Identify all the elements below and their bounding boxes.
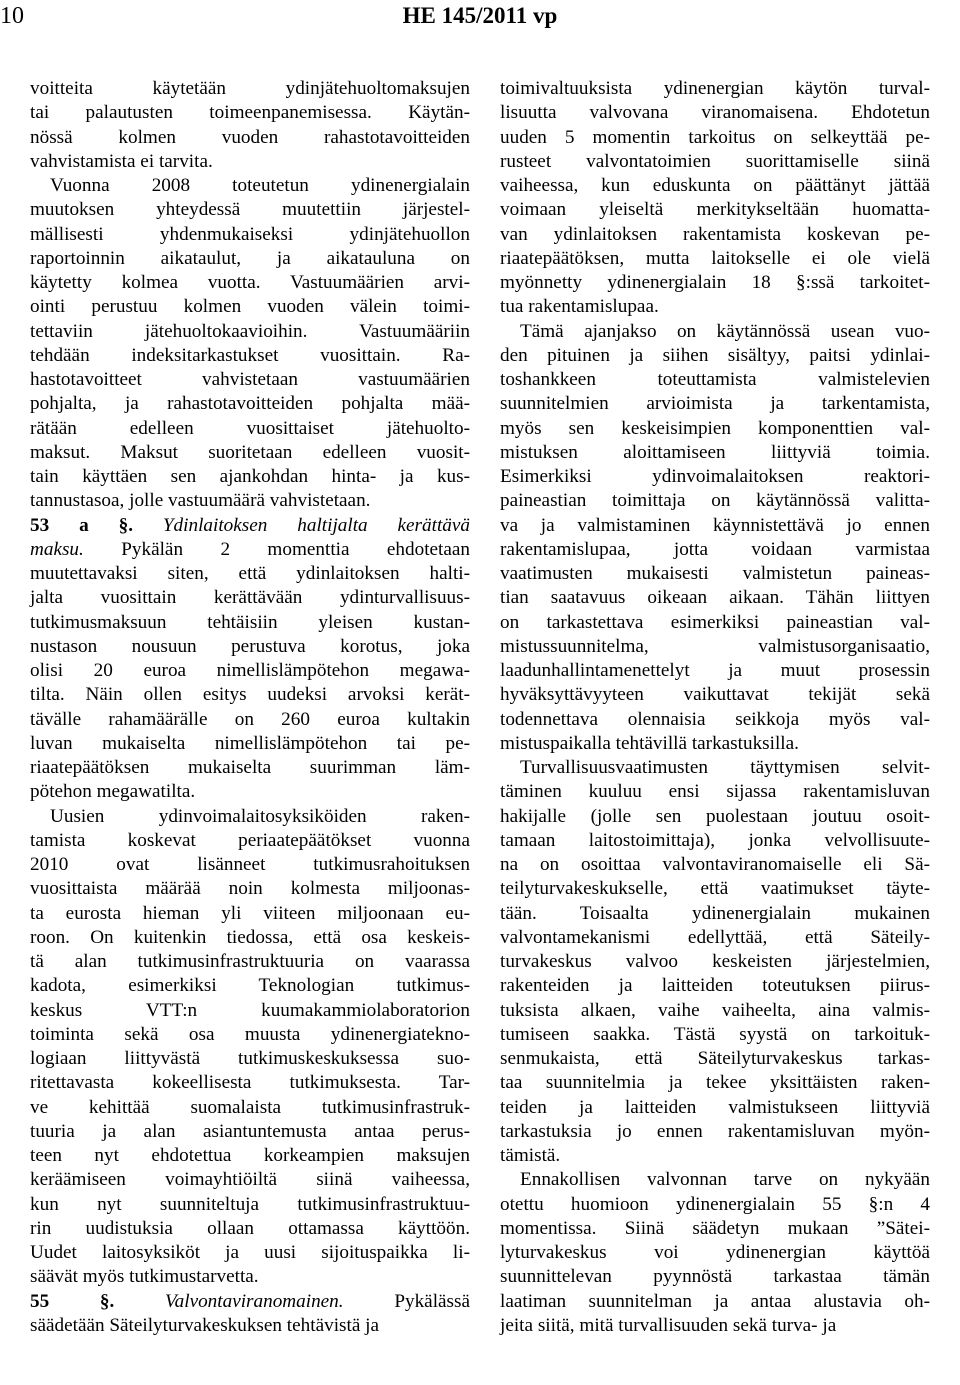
text-line: jeita siitä, mitä turvallisuuden sekä turva- ja xyxy=(500,1314,837,1336)
text-line: Turvallisuusvaatimusten täyttymisen selvit- xyxy=(520,757,930,778)
text-line: kun nyt suunniteltuja tutkimusinfrastruktuu- xyxy=(30,1193,470,1215)
text-line: muutettavaksi siten, että ydinlaitoksen halti- xyxy=(30,563,470,584)
text-line: mällisesti yhdenmukaiseksi ydinjätehuollon xyxy=(30,223,470,245)
text-line: pohjalta, ja rahastotavoitteiden pohjalta mää- xyxy=(30,393,470,415)
text-line: Esimerkiksi ydinvoimalaitoksen reaktori- xyxy=(500,466,930,487)
text-line: suunnittelevan pyynnöstä tarkastaa tämän xyxy=(500,1266,930,1288)
text-line: taa suunnitelmia ja tekee yksittäisten raken- xyxy=(500,1072,930,1094)
text-line: mistuksen aloittamiseen liittyviä toimia. xyxy=(500,441,930,463)
text-line: otettu huomioon ydinenergialain 55 §:n 4 xyxy=(500,1193,930,1215)
text-line: uuden 5 momentin tarkoitus on selkeyttää pe- xyxy=(500,126,930,148)
text-line: luvan mukaiselta nimellislämpötehon tai pe- xyxy=(30,732,470,754)
text-line: on tarkastettava esimerkiksi paineastian val- xyxy=(500,611,930,633)
text-line: tilta. Näin ollen esitys uudeksi arvoksi kerät- xyxy=(30,684,470,706)
text-line: voitteita käytetään ydinjätehuoltomaksujen xyxy=(30,78,470,99)
text-line: toshankkeen toteuttamista valmistelevien xyxy=(500,369,930,390)
text-line: tamista koskevat periaatepäätökset vuonna xyxy=(30,829,470,851)
text-line: riaatepäätöksen mukaiselta suurimman läm- xyxy=(30,757,470,778)
left-column xyxy=(30,77,470,1338)
text-line: täminen kuuluu ensi sijassa rakentamisluvan xyxy=(500,781,930,803)
text-line: tain käyttäen sen ajankohdan hinta- ja kus- xyxy=(30,466,470,487)
text-line: tai palautusten toimeenpanemisessa. Käytän- xyxy=(30,102,470,124)
text-line: Uusien ydinvoimalaitosyksiköiden raken- xyxy=(50,805,470,827)
text-line: senmukaista, että Säteilyturvakeskus tarkas- xyxy=(500,1048,930,1069)
text-line: hakijalle (jolle sen puolestaan joutuu osoit- xyxy=(500,805,930,827)
text-line: raportoinnin aikataulut, ja aikatauluna on xyxy=(30,247,470,269)
text-line: den pituinen ja siihen sisältyy, paitsi ydinlai- xyxy=(500,344,930,366)
text-line: van ydinlaitoksen rakentamista koskevan pe- xyxy=(500,223,930,245)
text-line: Ennakollisen valvonnan tarve on nykyään xyxy=(520,1169,930,1191)
text-line: valvontamekanismi edellyttää, että Säteily- xyxy=(500,926,930,948)
text-line: laatiman suunnitelman ja antaa alustavia oh- xyxy=(500,1290,930,1312)
text-line: jalta vuosittain kerättävään ydinturvallisuus- xyxy=(30,587,470,609)
text-line: vahvistamista ei tarvita. xyxy=(30,150,213,172)
text-line: tään. Toisaalta ydinenergialain mukainen xyxy=(500,902,930,924)
section-title-cont: maksu. xyxy=(30,538,84,560)
section-title: Valvontaviranomainen. xyxy=(165,1290,344,1312)
text-line: mistuspaikalla tehtävillä tarkastuksilla. xyxy=(500,732,799,754)
text-line: na on osoittaa valvontaviranomaiselle eli Sä- xyxy=(500,854,930,875)
text-line: ve kehittää suomalaista tutkimusinfrastruk- xyxy=(30,1096,470,1118)
text-line: myös sen keskeisimpien komponenttien val- xyxy=(500,417,930,439)
document-id: HE 145/2011 vp xyxy=(402,3,558,28)
section-number: 55 §. xyxy=(30,1290,115,1312)
text-line: säävät myös tutkimustarvetta. xyxy=(30,1266,259,1288)
text-line: todennettava olennaisia seikkoja myös val- xyxy=(500,708,930,730)
text-line: tä alan tutkimusinfrastruktuuria on vaarassa xyxy=(30,951,470,972)
text-line: rakentamislupaa, jotta voidaan varmistaa xyxy=(500,538,930,560)
text-line: Tämä ajanjakso on käytännössä usean vuo- xyxy=(520,320,930,342)
text-line: nössä kolmen vuoden rahastotavoitteiden xyxy=(30,126,470,148)
text-line: logiaan liittyvästä tutkimuskeskuksessa suo- xyxy=(30,1048,470,1069)
text-line: roon. On kuitenkin tiedossa, että osa keskeis- xyxy=(30,926,470,948)
text-line: lyturvakeskus voi ydinenergian käyttöä xyxy=(500,1242,930,1263)
section-number: 53 a §. xyxy=(30,514,133,536)
text-line: hastotavoitteet vahvistetaan vastuumäärien xyxy=(30,369,470,390)
text-line: tävälle rahamäärälle on 260 euroa kultakin xyxy=(30,708,470,730)
page-number: 10 xyxy=(0,3,24,29)
text-line: maksut. Maksut suoritetaan edelleen vuosit- xyxy=(30,441,470,463)
text-line: tumiseen saakka. Tästä syystä on tarkoituk- xyxy=(500,1023,930,1045)
text-line: toimivaltuuksista ydinenergian käytön turval- xyxy=(500,78,930,99)
text-line: säädetään Säteilyturvakeskuksen tehtävistä ja xyxy=(30,1314,379,1336)
text-line: rakenteiden ja laitteiden toteutuksen piirus- xyxy=(500,975,930,997)
text-line: keskus VTT:n kuumakammiolaboratorion xyxy=(30,999,470,1021)
text-line: turvakeskus valvoo keskeisten järjestelmien, xyxy=(500,951,930,972)
text-line: momentissa. Siinä säädetyn mukaan ”Sätei- xyxy=(500,1217,930,1239)
text-line: nustason nousuun perustuva korotus, joka xyxy=(30,635,470,657)
text-line: paineastian toimittaja on käytännössä valitta- xyxy=(500,490,930,512)
section-55-heading xyxy=(30,1290,470,1314)
text-line: va ja valmistaminen käynnistettävä jo ennen xyxy=(500,514,930,536)
text-line: mistussuunnitelma, valmistusorganisaatio, xyxy=(500,635,930,657)
text-line: tian saatavuus oikeaan aikaan. Tähän liittyen xyxy=(500,587,930,609)
text-line: keräämiseen voimayhtiöiltä siinä vaiheessa, xyxy=(30,1169,470,1191)
text-line: tämistä. xyxy=(500,1145,561,1166)
text-line: tannustasoa, jolle vastuumäärä vahvistetaan. xyxy=(30,490,371,512)
text-line: lisuutta valvovana viranomaisena. Ehdotetun xyxy=(500,102,930,124)
text-line: käytetty kolmea vuotta. Vastuumäärien arvi- xyxy=(30,272,470,293)
text-line: tua rakentamislupaa. xyxy=(500,296,659,318)
text-line: teilyturvakeskukselle, että vaatimukset täyte- xyxy=(500,878,930,900)
text-line: ritettavasta kokeellisesta tutkimuksesta. Tar- xyxy=(30,1072,470,1094)
page-header xyxy=(0,0,960,40)
text-line: Vuonna 2008 toteutetun ydinenergialain xyxy=(50,175,470,196)
text-line: rin uudistuksia ollaan ottamassa käyttöön. xyxy=(30,1217,470,1239)
text-line: rätään edelleen vuosittaiset jätehuolto- xyxy=(30,417,470,439)
text-line: tuuria ja alan asiantuntemusta antaa perus- xyxy=(30,1120,470,1142)
text-line: teiden ja laitteiden valmistukseen liittyviä xyxy=(500,1096,930,1118)
section-53a-heading-cont xyxy=(30,538,470,562)
text-line: toiminta sekä osa muusta ydinenergiateknо- xyxy=(30,1023,470,1045)
text-line: teen nyt ehdotettua korkeampien maksujen xyxy=(30,1145,470,1166)
text-line: vuosittaista määrää noin kolmesta miljoonas- xyxy=(30,878,470,900)
text-line: Pykälässä xyxy=(343,1290,470,1312)
text-line: kadota, esimerkiksi Teknologian tutkimus- xyxy=(30,975,470,997)
text-line: tehdään indeksitarkastukset vuosittain. Ra- xyxy=(30,344,470,366)
right-column xyxy=(500,77,930,1338)
text-line: Uudet laitosyksiköt ja uusi sijoituspaikka li- xyxy=(30,1242,470,1263)
text-line: rusteet valvontatoimien suorittamiselle siinä xyxy=(500,150,930,172)
text-line: suunnitelmien arvioimista ja tarkentamista, xyxy=(500,393,930,415)
text-line: muutoksen yhteydessä muutettiin järjestel- xyxy=(30,199,470,221)
text-line: olisi 20 euroa nimellislämpötehon megawa- xyxy=(30,660,470,681)
text-line: laadunhallintamenettelyt ja muut prosessin xyxy=(500,660,930,681)
text-line: voimaan yleiseltä merkitykseltään huomatta- xyxy=(500,199,930,221)
text-line: tamaan laitostoimittaja), jonka velvollisuute- xyxy=(500,829,930,851)
text-line: vaatimusten mukaisesti valmistetun paineas- xyxy=(500,563,930,584)
text-line: myönnetty ydinenergialain 18 §:ssä tarkoitet- xyxy=(500,272,930,293)
text-line: tarkastuksia jo ennen rakentamisluvan myön- xyxy=(500,1120,930,1142)
text-line: tuksista alkaen, vaihe vaiheelta, aina valmis- xyxy=(500,999,930,1021)
text-line: vaiheessa, kun eduskunta on päättänyt jättää xyxy=(500,175,930,196)
text-line: 2010 ovat lisänneet tutkimusrahoituksen xyxy=(30,854,470,875)
text-line: tutkimusmaksuun tehtäisiin yleisen kustan- xyxy=(30,611,470,633)
text-line: hyväksyttävyyteen vaikuttavat tekijät sekä xyxy=(500,684,930,706)
text-line: ointi perustuu kolmen vuoden välein toimi- xyxy=(30,296,470,318)
section-title: Ydinlaitoksen haltijalta kerättävä xyxy=(162,514,470,536)
text-line: pötehon megawatilta. xyxy=(30,781,196,803)
text-line: ta eurosta hieman yli viiteen miljoonaan eu- xyxy=(30,902,470,924)
text-line: Pykälän 2 momenttia ehdotetaan xyxy=(83,538,470,560)
section-53a-heading xyxy=(30,514,470,538)
text-line: riaatepäätöksen, mutta laitokselle ei ole vielä xyxy=(500,247,930,269)
text-line: tettaviin jätehuoltokaavioihin. Vastuumääriin xyxy=(30,320,470,342)
